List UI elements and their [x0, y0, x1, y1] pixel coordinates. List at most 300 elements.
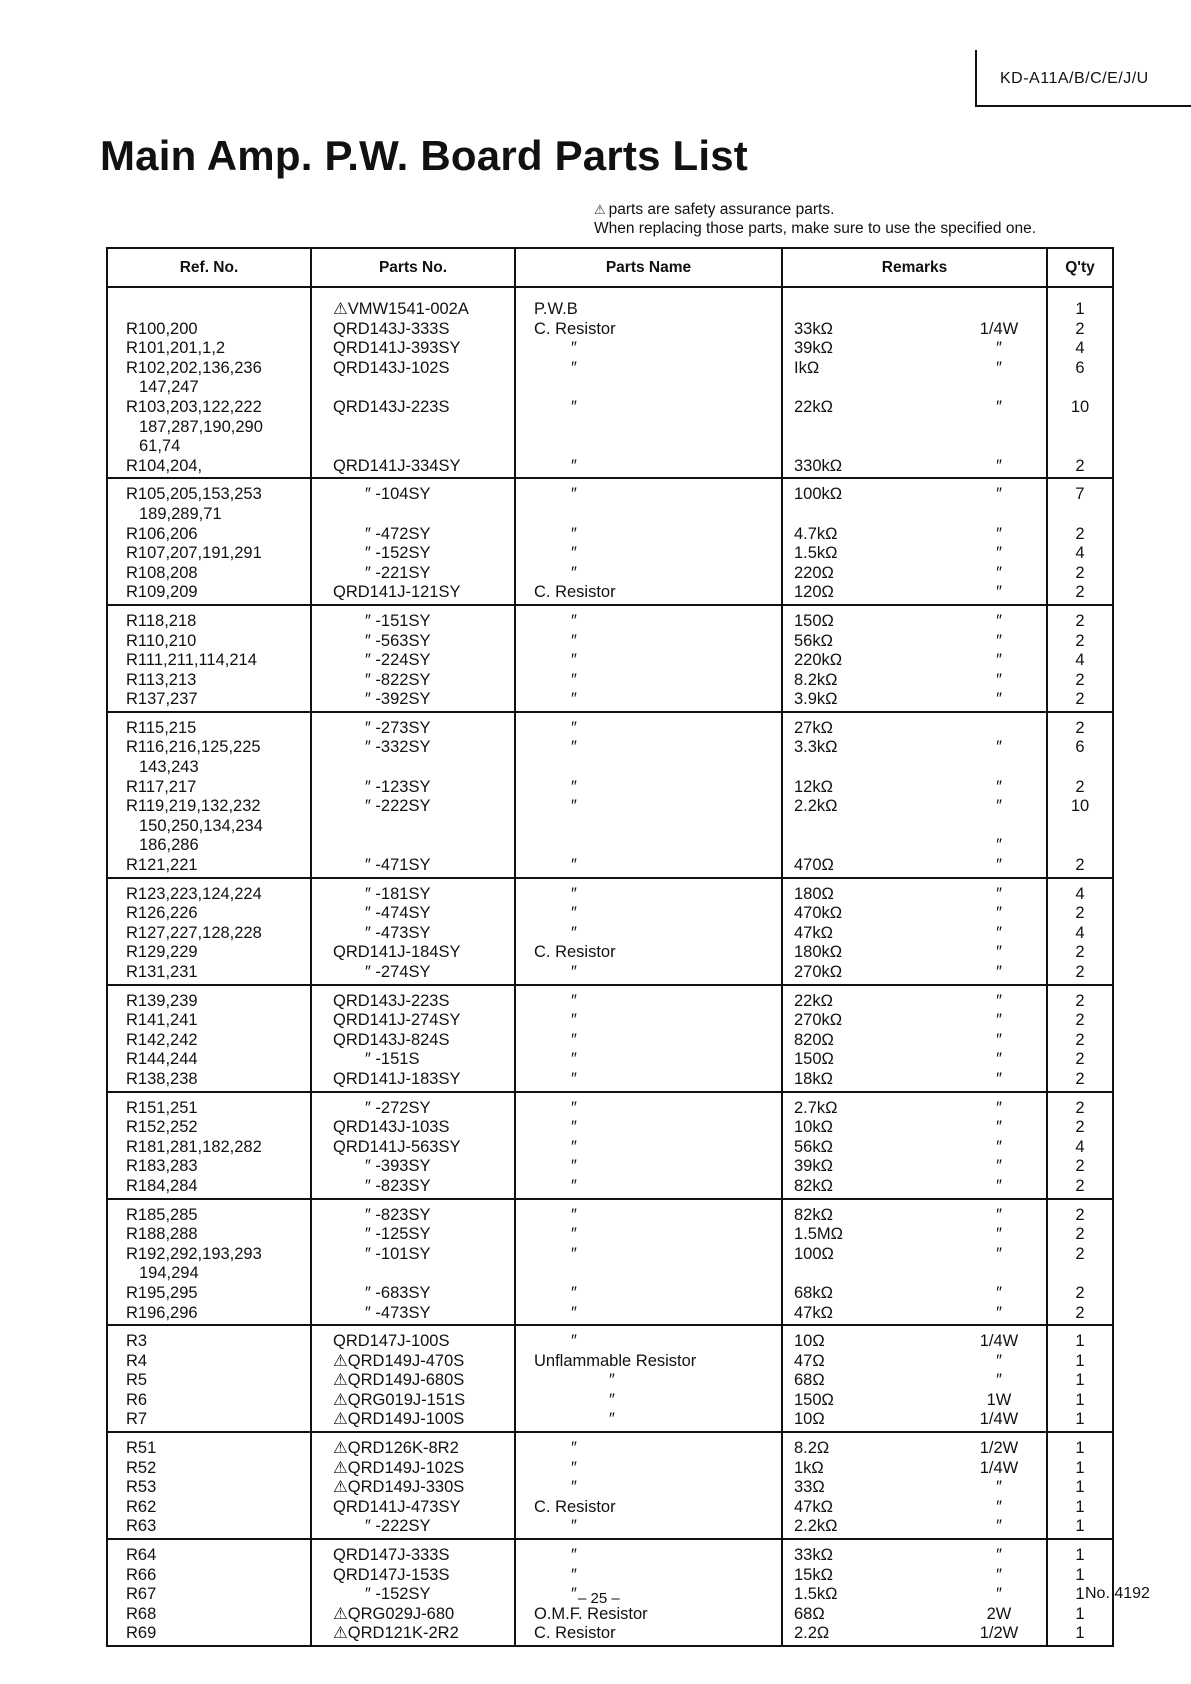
ref-no: 187,287,190,290: [139, 417, 263, 436]
parts-no: ⚠QRD149J-470S: [333, 1351, 465, 1370]
quantity: [1049, 817, 1111, 837]
ref-no: R181,281,182,282: [126, 1137, 262, 1156]
resistance-value: 12kΩ: [794, 777, 833, 796]
remarks-line: [784, 690, 1045, 710]
resistance-value: 82kΩ: [794, 1176, 833, 1195]
parts-group-row: [107, 712, 1113, 878]
parts-no: [313, 1264, 513, 1284]
resistance-value: 56kΩ: [794, 1137, 833, 1156]
wattage-value: ″: [996, 1497, 1002, 1516]
wattage-value: [954, 378, 1044, 398]
quantity: 10: [1070, 797, 1090, 816]
qty-cell: [1047, 287, 1113, 478]
quantity: 1: [1075, 1517, 1085, 1536]
quantity: 1: [1075, 1585, 1085, 1604]
quantity: 6: [1075, 738, 1085, 757]
parts-no: ″ -151SY: [365, 611, 431, 630]
parts-no: ″ -272SY: [365, 1098, 431, 1117]
quantity: 1: [1075, 300, 1085, 318]
resistance-value: 15kΩ: [794, 1565, 833, 1584]
quantity: 4: [1075, 339, 1085, 358]
remarks-line: [784, 1605, 1045, 1625]
resistance-value: 150Ω: [794, 611, 834, 630]
parts-no: QRD143J-223S: [333, 991, 450, 1010]
resistance-value: [784, 437, 954, 457]
remarks-line: [784, 1410, 1045, 1430]
remarks-line: [784, 437, 1045, 457]
wattage-value: ″: [996, 563, 1002, 582]
parts-name: ″: [571, 1478, 577, 1497]
parts-name: ″: [571, 485, 577, 504]
wattage-value: ″: [996, 1030, 1002, 1049]
parts-group-row: [107, 1199, 1113, 1326]
resistance-value: 8.2kΩ: [794, 670, 838, 689]
quantity: 1: [1075, 1458, 1085, 1477]
parts-no: [313, 758, 513, 778]
parts-table-body: [107, 287, 1113, 1646]
parts-name: ″: [571, 1585, 577, 1604]
remarks-line: [784, 1225, 1045, 1245]
parts-no: ″ -683SY: [365, 1283, 431, 1302]
resistance-value: [784, 300, 954, 320]
parts-name: [517, 758, 780, 778]
quantity: 2: [1075, 904, 1085, 923]
ref-no: R138,238: [126, 1069, 198, 1088]
parts-no: ⚠QRD121K-2R2: [333, 1624, 459, 1643]
parts-no: [313, 378, 513, 398]
parts-name: ″: [571, 1565, 577, 1584]
remarks-line: [784, 992, 1045, 1012]
parts-no: QRD143J-333S: [333, 319, 450, 338]
ref-no: R139,239: [126, 991, 198, 1010]
parts-no: [313, 817, 513, 837]
quantity: [1049, 1264, 1111, 1284]
qty-cell: [1047, 1432, 1113, 1539]
parts-no-cell: [311, 1432, 515, 1539]
remarks-line: [784, 671, 1045, 691]
resistance-value: 22kΩ: [794, 397, 833, 416]
quantity: 2: [1075, 943, 1085, 962]
parts-no: ⚠QRD126K-8R2: [333, 1439, 459, 1458]
resistance-value: 150Ω: [794, 1390, 834, 1409]
quantity: 2: [1075, 1030, 1085, 1049]
parts-name-cell: [515, 1199, 782, 1326]
remarks-line: [784, 457, 1045, 477]
quantity: 4: [1075, 923, 1085, 942]
page-title: Main Amp. P.W. Board Parts List: [100, 132, 748, 179]
resistance-value: 4.7kΩ: [794, 524, 838, 543]
ref-no: R188,288: [126, 1225, 198, 1244]
ref-no: R127,227,128,228: [126, 923, 262, 942]
parts-name: ″: [571, 856, 577, 875]
parts-no-cell: [311, 605, 515, 712]
resistance-value: [784, 836, 954, 856]
wattage-value: ″: [996, 583, 1002, 602]
resistance-value: 47kΩ: [794, 923, 833, 942]
resistance-value: 18kΩ: [794, 1069, 833, 1088]
quantity: 2: [1075, 690, 1085, 709]
ref-no: R106,206: [126, 524, 198, 543]
parts-no: ″ -471SY: [365, 856, 431, 875]
quantity: 1: [1075, 1410, 1085, 1429]
ref-no: R63: [126, 1517, 157, 1536]
remarks-line: [784, 1264, 1045, 1284]
remarks-line: [784, 300, 1045, 320]
ref-no: R113,213: [126, 670, 197, 689]
resistance-value: 68Ω: [794, 1604, 825, 1623]
resistance-value: [784, 505, 954, 525]
ref-no: R53: [126, 1478, 157, 1497]
wattage-value: ″: [996, 1478, 1002, 1497]
remarks-cell: [782, 605, 1047, 712]
remarks-line: [784, 1070, 1045, 1090]
ref-no: R115,215: [126, 718, 197, 737]
wattage-value: 1/4W: [979, 1458, 1019, 1477]
quantity: 2: [1075, 1069, 1085, 1088]
parts-no: ⚠VMW1541-002A: [333, 300, 469, 318]
ref-no: R192,292,193,293: [126, 1244, 262, 1263]
quantity: 2: [1075, 563, 1085, 582]
ref-no-cell: [107, 1539, 311, 1646]
quantity: [1049, 378, 1111, 398]
resistance-value: 68kΩ: [794, 1283, 833, 1302]
wattage-value: ″: [996, 690, 1002, 709]
resistance-value: 180kΩ: [794, 943, 843, 962]
wattage-value: ″: [996, 1517, 1002, 1536]
ref-no: R64: [126, 1546, 157, 1565]
ref-no-cell: [107, 1092, 311, 1199]
parts-name: C. Resistor: [534, 943, 616, 962]
parts-no-cell: [311, 1539, 515, 1646]
remarks-line: [784, 612, 1045, 632]
parts-name: C. Resistor: [534, 583, 616, 602]
wattage-value: ″: [996, 1011, 1002, 1030]
remarks-line: [784, 320, 1045, 340]
parts-name: ″: [609, 1390, 615, 1409]
remarks-line: [784, 1624, 1045, 1644]
ref-no: 194,294: [139, 1264, 199, 1283]
parts-name: ″: [571, 963, 577, 981]
parts-name: ″: [571, 904, 577, 923]
ref-no: R109,209: [126, 583, 198, 602]
remarks-cell: [782, 1325, 1047, 1432]
remarks-line: [784, 418, 1045, 438]
ref-no-cell: [107, 1325, 311, 1432]
remarks-line: [784, 758, 1045, 778]
wattage-value: [954, 437, 1044, 457]
ref-no: 61,74: [139, 437, 181, 456]
resistance-value: 3.9kΩ: [794, 690, 838, 709]
safety-note-text: parts are safety assurance parts.: [608, 201, 835, 218]
parts-name: [517, 378, 780, 398]
wattage-value: ″: [996, 485, 1002, 504]
ref-no: R103,203,122,222: [126, 397, 262, 416]
ref-no: R116,216,125,225: [126, 738, 261, 757]
parts-no: [313, 437, 513, 457]
parts-name: ″: [609, 1371, 615, 1390]
remarks-line: [784, 1284, 1045, 1304]
quantity: 2: [1075, 524, 1085, 543]
wattage-value: ″: [996, 1351, 1002, 1370]
resistance-value: 120Ω: [794, 583, 834, 602]
quantity: 2: [1075, 319, 1085, 338]
wattage-value: ″: [996, 651, 1002, 670]
remarks-cell: [782, 878, 1047, 985]
parts-name: ″: [571, 738, 577, 757]
resistance-value: 820Ω: [794, 1030, 834, 1049]
parts-name: ″: [571, 1030, 577, 1049]
quantity: 4: [1075, 884, 1085, 903]
ref-no: R66: [126, 1565, 157, 1584]
wattage-value: ″: [996, 797, 1002, 816]
resistance-value: [784, 378, 954, 398]
wattage-value: [954, 300, 1044, 320]
resistance-value: 3.3kΩ: [794, 738, 838, 757]
wattage-value: ″: [996, 670, 1002, 689]
ref-no-cell: [107, 1432, 311, 1539]
ref-no: R68: [126, 1604, 157, 1623]
resistance-value: 56kΩ: [794, 631, 833, 650]
parts-no: ″ -151S: [365, 1050, 420, 1069]
wattage-value: ″: [996, 1118, 1002, 1137]
resistance-value: 27kΩ: [794, 718, 833, 737]
parts-no: QRD141J-274SY: [333, 1011, 461, 1030]
ref-no: R111,211,114,214: [126, 651, 257, 670]
parts-no: QRD147J-333S: [333, 1546, 450, 1565]
remarks-line: [784, 339, 1045, 359]
ref-no: 186,286: [139, 836, 199, 855]
remarks-line: [784, 1371, 1045, 1391]
parts-no: ⚠QRG019J-151S: [333, 1390, 466, 1409]
parts-no: ″ -222SY: [365, 1517, 431, 1536]
qty-cell: [1047, 878, 1113, 985]
resistance-value: [784, 817, 954, 837]
remarks-line: [784, 1478, 1045, 1498]
ref-no: R141,241: [126, 1011, 198, 1030]
wattage-value: ″: [996, 1157, 1002, 1176]
parts-no-cell: [311, 1325, 515, 1432]
quantity: 6: [1075, 358, 1085, 377]
ref-no: R108,208: [126, 563, 198, 582]
wattage-value: ″: [996, 777, 1002, 796]
resistance-value: 10Ω: [794, 1332, 825, 1351]
quantity: 1: [1075, 1624, 1085, 1643]
ref-no-cell: [107, 712, 311, 878]
remarks-line: [784, 359, 1045, 379]
resistance-value: IkΩ: [794, 358, 820, 377]
resistance-value: 270kΩ: [794, 1011, 843, 1030]
parts-name-cell: [515, 1432, 782, 1539]
ref-no: 147,247: [139, 378, 199, 397]
resistance-value: [784, 758, 954, 778]
parts-no-cell: [311, 478, 515, 605]
qty-cell: [1047, 1325, 1113, 1432]
ref-no: R185,285: [126, 1205, 198, 1224]
parts-name: ″: [571, 1332, 577, 1351]
parts-no: ″ -221SY: [365, 563, 431, 582]
ref-no-cell: [107, 878, 311, 985]
qty-cell: [1047, 985, 1113, 1092]
remarks-line: [784, 1517, 1045, 1537]
parts-name-cell: [515, 1092, 782, 1199]
ref-no-cell: [107, 605, 311, 712]
wattage-value: ″: [996, 963, 1002, 981]
wattage-value: ″: [996, 1225, 1002, 1244]
parts-name: ″: [571, 544, 577, 563]
remarks-line: [784, 1157, 1045, 1177]
parts-group-row: [107, 605, 1113, 712]
parts-no: ″ -823SY: [365, 1205, 431, 1224]
resistance-value: 180Ω: [794, 884, 834, 903]
remarks-line: [784, 719, 1045, 739]
parts-no: QRD141J-184SY: [333, 943, 461, 962]
parts-name-cell: [515, 287, 782, 478]
parts-table: [106, 247, 1114, 1647]
remarks-line: [784, 1304, 1045, 1324]
parts-name: ″: [571, 397, 577, 416]
replacement-note: When replacing those parts, make sure to use the specified one.: [594, 220, 1036, 237]
ref-no: 143,243: [139, 758, 199, 777]
quantity: 2: [1075, 670, 1085, 689]
wattage-value: 2W: [986, 1604, 1012, 1623]
ref-no: [109, 300, 309, 320]
parts-name: ″: [571, 884, 577, 903]
remarks-line: [784, 904, 1045, 924]
parts-name: ″: [571, 358, 577, 377]
parts-name: ″: [571, 923, 577, 942]
quantity: [1049, 758, 1111, 778]
ref-no: 189,289,71: [139, 504, 222, 523]
quantity: 2: [1075, 1011, 1085, 1030]
ref-no: R100,200: [126, 319, 198, 338]
remarks-line: [784, 485, 1045, 505]
resistance-value: 10Ω: [794, 1410, 825, 1429]
ref-no: R184,284: [126, 1176, 198, 1195]
document-number: No. 4192: [1085, 1585, 1150, 1602]
quantity: 2: [1075, 718, 1085, 737]
parts-name: ″: [571, 1050, 577, 1069]
resistance-value: 47Ω: [794, 1351, 825, 1370]
remarks-line: [784, 525, 1045, 545]
ref-no: R5: [126, 1371, 148, 1390]
parts-no: ″ -125SY: [365, 1225, 431, 1244]
quantity: 2: [1075, 1098, 1085, 1117]
wattage-value: ″: [996, 1205, 1002, 1224]
quantity: [1049, 418, 1111, 438]
remarks-line: [784, 1459, 1045, 1479]
parts-no: ″ -181SY: [365, 884, 431, 903]
parts-group-row: [107, 1325, 1113, 1432]
remarks-line: [784, 1099, 1045, 1119]
wattage-value: 1/4W: [979, 1332, 1019, 1351]
parts-no: ″ -474SY: [365, 904, 431, 923]
quantity: 2: [1075, 611, 1085, 630]
resistance-value: 330kΩ: [794, 456, 843, 475]
ref-no: R151,251: [126, 1098, 198, 1117]
parts-name: ″: [571, 1118, 577, 1137]
parts-group-row: [107, 878, 1113, 985]
remarks-line: [784, 1566, 1045, 1586]
resistance-value: 33kΩ: [794, 1546, 833, 1565]
ref-no: R52: [126, 1458, 157, 1477]
parts-no: QRD143J-102S: [333, 358, 450, 377]
quantity: 4: [1075, 1137, 1085, 1156]
ref-no: R107,207,191,291: [126, 544, 262, 563]
parts-name: ″: [571, 339, 577, 358]
remarks-cell: [782, 985, 1047, 1092]
remarks-cell: [782, 1199, 1047, 1326]
parts-group-row: [107, 1432, 1113, 1539]
parts-name: ″: [571, 1439, 577, 1458]
wattage-value: ″: [996, 1244, 1002, 1263]
wattage-value: ″: [996, 1283, 1002, 1302]
header-parts-name: Parts Name: [515, 248, 782, 287]
warning-icon: ⚠: [594, 202, 606, 217]
ref-no: R4: [126, 1351, 148, 1370]
resistance-value: [784, 418, 954, 438]
parts-name: ″: [571, 718, 577, 737]
parts-no: ″ -101SY: [365, 1244, 431, 1263]
ref-no: R129,229: [126, 943, 198, 962]
parts-no: QRD147J-153S: [333, 1565, 450, 1584]
resistance-value: 2.2kΩ: [794, 797, 838, 816]
wattage-value: [954, 1264, 1044, 1284]
parts-name-cell: [515, 1539, 782, 1646]
parts-name: [517, 437, 780, 457]
quantity: 2: [1075, 1303, 1085, 1322]
wattage-value: ″: [996, 397, 1002, 416]
ref-no: R119,219,132,232: [126, 797, 261, 816]
wattage-value: 1/2W: [979, 1624, 1019, 1643]
ref-no: R196,296: [126, 1303, 198, 1322]
wattage-value: ″: [996, 991, 1002, 1010]
parts-name: ″: [571, 1303, 577, 1322]
resistance-value: 2.2kΩ: [794, 1517, 838, 1536]
ref-no: R183,283: [126, 1157, 198, 1176]
parts-name: [517, 836, 780, 856]
parts-name: ″: [571, 1244, 577, 1263]
remarks-line: [784, 836, 1045, 856]
resistance-value: 47kΩ: [794, 1303, 833, 1322]
wattage-value: ″: [996, 456, 1002, 475]
remarks-line: [784, 1332, 1045, 1352]
resistance-value: 22kΩ: [794, 991, 833, 1010]
parts-name: ″: [571, 1176, 577, 1195]
resistance-value: 33Ω: [794, 1478, 825, 1497]
resistance-value: 1.5kΩ: [794, 544, 838, 563]
ref-no: R131,231: [126, 963, 198, 981]
wattage-value: ″: [996, 524, 1002, 543]
wattage-value: [954, 758, 1044, 778]
parts-name: ″: [571, 456, 577, 475]
page-number: – 25 –: [578, 1590, 620, 1607]
wattage-value: 1W: [986, 1390, 1012, 1409]
parts-name: C. Resistor: [534, 1624, 616, 1643]
ref-no: R121,221: [126, 856, 198, 875]
parts-no: ⚠QRD149J-100S: [333, 1410, 465, 1429]
parts-name: ″: [571, 651, 577, 670]
quantity: 4: [1075, 544, 1085, 563]
resistance-value: 1kΩ: [794, 1458, 824, 1477]
parts-no: QRD143J-824S: [333, 1030, 450, 1049]
parts-group-row: [107, 1092, 1113, 1199]
quantity: 1: [1075, 1351, 1085, 1370]
parts-name: ″: [571, 1546, 577, 1565]
parts-no: ⚠QRD149J-102S: [333, 1458, 465, 1477]
remarks-line: [784, 564, 1045, 584]
parts-no: QRD141J-473SY: [333, 1497, 461, 1516]
wattage-value: ″: [996, 631, 1002, 650]
